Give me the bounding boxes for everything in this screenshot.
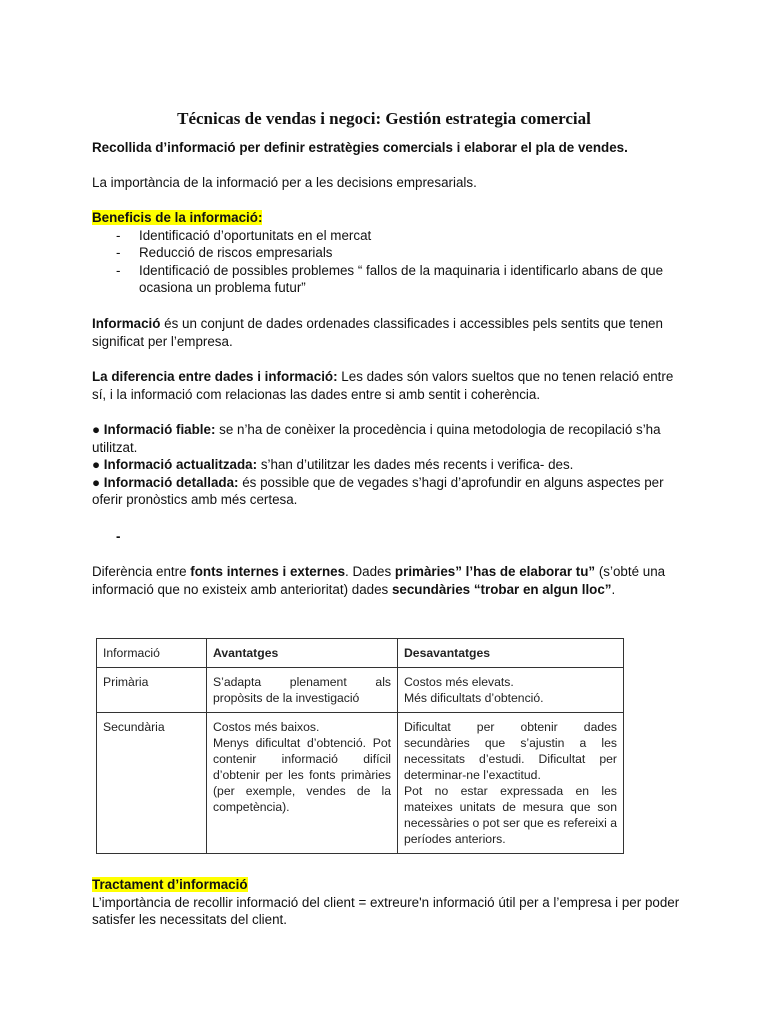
treatment-section	[92, 876, 682, 929]
table-row	[97, 713, 624, 854]
comparison-table	[96, 638, 624, 854]
cell-line: Menys dificultat d’obtenció. Pot contenir informació difícil d’obtenir per les fonts primàries (per exemple, vendes de la competència).	[213, 736, 391, 814]
bullet-item	[92, 421, 682, 456]
difference-paragraph	[92, 368, 682, 403]
page-title: Técnicas de vendas i negoci: Gestión estrategia comercial	[177, 109, 591, 128]
bullet-text: és possible que de vegades s’hagi d’aprofundir en alguns aspectes per oferir pronòstics amb més certesa.	[92, 474, 664, 507]
sources-text: (s’obté una informació que no existeix amb anterioritat) dades	[92, 564, 666, 597]
cell-line: Costos més baixos.	[213, 720, 320, 734]
definition-paragraph	[92, 315, 682, 350]
table-header: Informació	[97, 639, 207, 668]
difference-term: La diferencia entre dades i informació:	[92, 369, 338, 384]
definition-text: és un conjunt de dades ordenades classificades i accessibles pels sentits que tenen significat per l’empresa.	[92, 316, 663, 349]
definition-term: Informació	[92, 316, 161, 331]
cell-line: Més dificultats d’obtenció.	[404, 691, 544, 705]
bullet-text: se n’ha de conèixer la procedència i quina metodologia de recopilació s’ha utilitzat.	[92, 422, 661, 455]
benefits-heading: Beneficis de la informació:	[92, 210, 263, 225]
bullet-item	[92, 456, 682, 474]
table-header-row	[97, 639, 624, 668]
cell-line: Dificultat per obtenir dades secundàries que s’ajustin a les necessitats d’estudi. Dificultat per determinar-ne l’exactitud.	[404, 720, 617, 782]
difference-text: Les dades són valors sueltos que no tenen relació entre sí, i la informació com relacionas las dades entre si amb sentit i coherència.	[92, 369, 674, 402]
quality-bullets	[92, 421, 682, 509]
benefits-section	[92, 209, 682, 297]
benefits-list	[92, 227, 682, 297]
table-header: Avantatges	[207, 639, 398, 668]
sources-text: Diferència entre	[92, 564, 191, 579]
table-cell: S’adapta plenament als propòsits de la investigació	[207, 668, 398, 713]
sources-paragraph	[92, 563, 682, 598]
bullet-text: s’han d’utilitzar les dades més recents i verifica- des.	[257, 457, 574, 472]
bullet-item	[92, 474, 682, 509]
intro-text: La importància de la informació per a les decisions empresarials.	[92, 175, 477, 190]
list-item: - Reducció de riscos empresarials	[92, 244, 682, 262]
table-row	[97, 668, 624, 713]
subtitle: Recollida d’informació per definir estratègies comercials i elaborar el pla de vendes.	[92, 140, 628, 155]
bullet-term: ● Informació detallada:	[92, 474, 239, 490]
bullet-term: ● Informació fiable:	[92, 422, 216, 437]
sources-bold: fonts internes i externes	[190, 564, 346, 579]
sources-text: . Dades	[345, 564, 395, 579]
empty-list-dash: -	[116, 529, 121, 544]
bullet-term: ● Informació actualitzada:	[92, 457, 258, 472]
table-cell: Primària	[97, 668, 207, 713]
treatment-heading: Tractament d’informació	[92, 877, 248, 892]
sources-bold: secundàries “trobar en algun lloc”	[391, 581, 612, 597]
sources-bold: primàries” l’has de elaborar tu”	[394, 564, 596, 579]
list-item: - Identificació d’oportunitats en el mercat	[92, 227, 682, 245]
cell-line: Pot no estar expressada en les mateixes unitats de mesura que son necessàries o pot ser que es refereixi a períodes anteriors.	[404, 784, 617, 846]
table-cell	[398, 668, 624, 713]
treatment-text: L’importància de recollir informació del client = extreure'n informació útil per a l’empresa i per poder satisfer les necessitats del client.	[92, 894, 680, 927]
table-cell	[207, 713, 398, 854]
cell-line: Costos més elevats.	[404, 675, 514, 689]
list-item: - Identificació de possibles problemes “ fallos de la maquinaria i identificarlo abans de que ocasiona un problema futur”	[92, 262, 682, 297]
table-cell: Secundària	[97, 713, 207, 854]
table-cell	[398, 713, 624, 854]
sources-text: .	[611, 581, 616, 597]
table-header: Desavantatges	[398, 639, 624, 668]
